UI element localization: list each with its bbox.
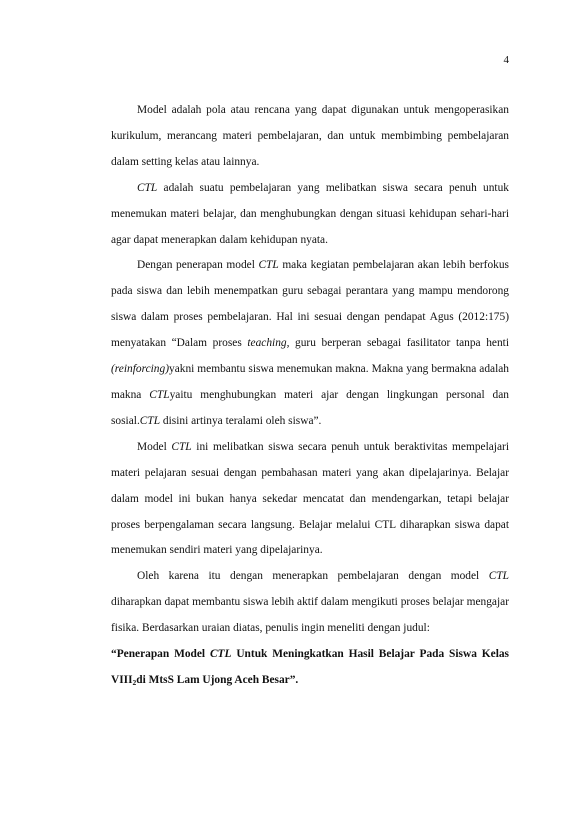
- ctl-term: CTL: [149, 388, 170, 401]
- paragraph-text: Oleh karena itu dengan menerapkan pembelajaran dengan model: [137, 570, 489, 583]
- paragraph-text: Model: [137, 440, 172, 453]
- paragraph-text: adalah suatu pembelajaran yang melibatkan siswa secara penuh untuk menemukan materi belajar, dan menghubungkan dengan situasi kehidupan sehari-hari agar dapat menerapkan dalam kehidupan nyata.: [111, 181, 509, 246]
- paragraph-text: Model adalah pola atau rencana yang dapat digunakan untuk mengoperasikan kurikulum, merancang materi pembelajaran, dan untuk membimbing pembelajaran dalam setting kelas atau lainnya.: [111, 104, 509, 168]
- paragraph-ctl-application: [111, 253, 509, 434]
- paragraph-text: yakni membantu siswa menemukan makna. Makna yang bermakna adalah makna: [111, 363, 509, 401]
- ctl-term: CTL: [137, 181, 158, 194]
- ctl-term: CTL: [488, 570, 509, 583]
- title-text: “Penerapan Model: [111, 648, 210, 661]
- paragraph-research-intent: [111, 564, 509, 642]
- reinforcing-term: (reinforcing): [111, 363, 169, 376]
- ctl-term: CTL: [258, 259, 279, 272]
- ctl-term: CTL: [209, 648, 232, 661]
- paragraph-text: ini melibatkan siswa secara penuh untuk beraktivitas mempelajari materi pelajaran sesuai dengan pembahasan materi yang akan dipelajarinya. Belajar dalam model ini bukan hanya sekedar mencatat dan mendengarkan, tetapi belajar proses berpengalaman secara langsung. Belajar melalui CTL diharapkan siswa dapat menemukan sendiri materi yang dipelajarinya.: [111, 440, 509, 557]
- paragraph-text: diharapkan dapat membantu siswa lebih aktif dalam mengikuti proses belajar mengajar fisika. Berdasarkan uraian diatas, penulis ingin meneliti dengan judul:: [111, 596, 509, 635]
- paragraph-text: guru berperan sebagai fasilitator tanpa henti: [289, 337, 509, 350]
- page-number: 4: [503, 54, 509, 66]
- paragraph-ctl-definition: [111, 176, 509, 254]
- paragraph-model-definition: [111, 98, 509, 176]
- paragraph-text: maka kegiatan pembelajaran akan lebih berfokus pada siswa dan lebih menempatkan guru sebagai perantara yang mampu mendorong siswa dalam proses pembelajaran. Hal ini sesuai dengan pendapat Agus (2012:175) menyatakan “Dalam proses: [111, 259, 509, 350]
- paragraph-text: Dengan penerapan model: [137, 259, 259, 272]
- ctl-term: CTL: [139, 414, 161, 427]
- title-text: di MtsS Lam Ujong Aceh Besar”.: [136, 673, 299, 686]
- paragraph-text: disini artinya teralami oleh siswa”.: [160, 414, 322, 427]
- ctl-term: CTL: [171, 440, 192, 453]
- research-title: [111, 642, 509, 694]
- document-body: [111, 98, 509, 694]
- paragraph-ctl-involvement: [111, 435, 509, 565]
- teaching-term: teaching,: [247, 337, 290, 350]
- class-subscript: 2: [132, 677, 137, 687]
- title-text: Untuk Meningkatkan Hasil Belajar Pada Siswa Kelas VIII: [111, 648, 509, 686]
- paragraph-text: yaitu menghubungkan materi ajar dengan lingkungan personal dan sosial.: [111, 388, 509, 427]
